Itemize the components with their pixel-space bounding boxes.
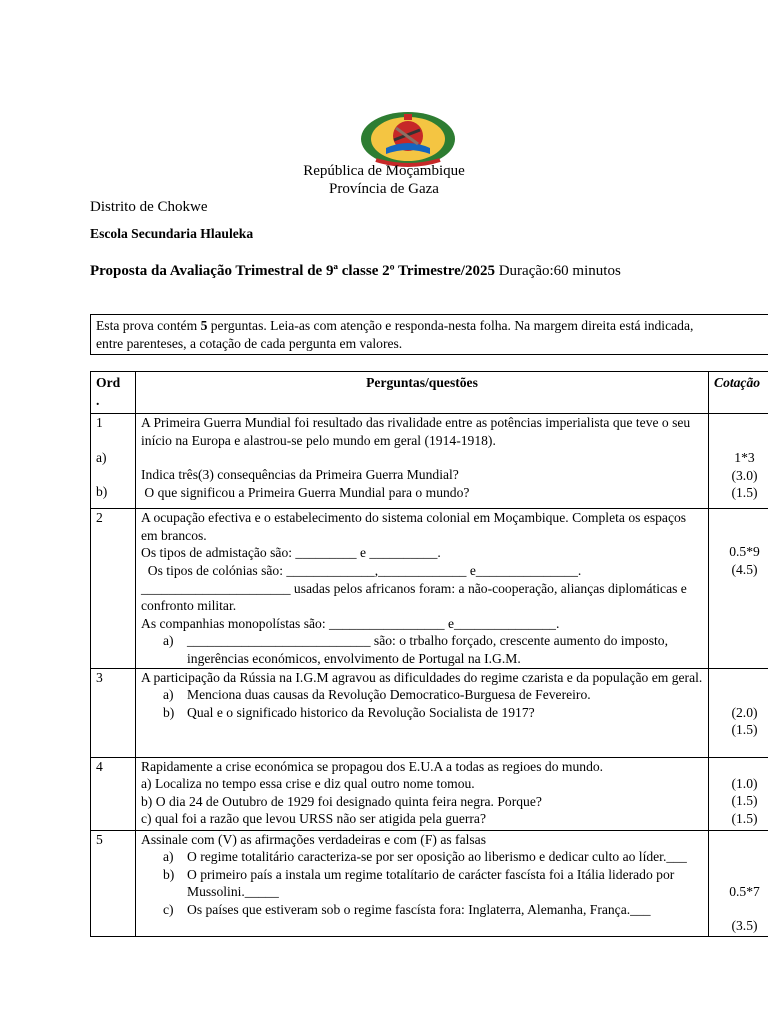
instructions-line-2: entre parenteses, a cotação de cada pergunta em valores. — [96, 335, 403, 351]
q5-question-cell — [136, 830, 709, 936]
q4-number-cell: 4 — [91, 757, 136, 830]
q1-score-a: (3.0) — [731, 467, 758, 483]
table-row — [91, 757, 768, 830]
exam-title — [90, 263, 621, 280]
q3-question-cell — [136, 668, 709, 757]
q2-number-cell: 2 — [91, 509, 136, 668]
q2-line-2: Os tipos de admistação são: _________ e __________. — [141, 545, 441, 561]
q4-item-b: b) O dia 24 de Outubro de 1929 foi designado quinta feira negra. Porque? — [141, 793, 542, 809]
q1-score-b: (1.5) — [731, 485, 758, 501]
q2-line-1: A ocupação efectiva e o estabelecimento do sistema colonial em Moçambique. Completa os espaços em brancos. — [141, 510, 687, 543]
q5-item-b: b) O primeiro país a instala um regime totalítario de carácter fascísta foi a Itália liderado por Mussolini._____ — [163, 866, 675, 900]
q3-number-cell: 3 — [91, 668, 136, 757]
q2-score: (4.5) — [731, 561, 758, 577]
q5-number-cell: 5 — [91, 830, 136, 936]
school-name: Escola Secundaria Hlauleka — [90, 226, 254, 241]
header-questions: Perguntas/questões — [136, 372, 709, 414]
table-row — [91, 830, 768, 936]
q1-number-cell: 1 a) b) — [91, 414, 136, 509]
q2-line-4: ______________________ usadas pelos africanos foram: a não-cooperação, alianças diplomáticas e confronto militar. — [141, 580, 687, 614]
q3-item-a: a) Menciona duas causas da Revolução Democratico-Burguesa de Fevereiro. — [163, 687, 591, 703]
instructions-line-1: Esta prova contém 5 perguntas. Leia-as com atenção e responda-nesta folha. Na margem direita está indicada, — [96, 318, 694, 333]
q5-item-c: c) Os países que estiveram sob o regime fascísta fora: Inglaterra, Alemanha, França.___ — [163, 901, 651, 917]
q2-score-cell — [709, 509, 768, 668]
q1-question-cell — [136, 414, 709, 509]
q4-item-c: c) qual foi a razão que levou URSS não ser atigida pela guerra? — [141, 811, 486, 827]
q4-score-a: (1.0) — [731, 775, 758, 791]
q5-text: Assinale com (V) as afirmações verdadeiras e com (F) as falsas — [141, 831, 486, 847]
q4-text: Rapidamente a crise económica se propagou dos E.U.A a todas as regioes do mundo. — [141, 758, 604, 774]
q1-question-a: Indica três(3) consequências da Primeira Guerra Mundial? — [141, 467, 459, 483]
exam-duration: Duração:60 minutos — [494, 263, 621, 279]
instructions-box — [90, 314, 768, 355]
q2-question-cell — [136, 509, 709, 668]
table-header-row — [91, 372, 768, 414]
q4-question-cell — [136, 757, 709, 830]
q1-score-cell — [709, 414, 768, 509]
q2-line-3: Os tipos de colónias são: _____________,_____________ e_______________. — [141, 562, 582, 578]
country-name: República de Moçambique — [303, 163, 465, 179]
q5-score-cell — [709, 830, 768, 936]
district-name: Distrito de Chokwe — [90, 199, 208, 215]
q4-score-cell — [709, 757, 768, 830]
question-count: 5 — [200, 318, 208, 333]
q5-score: (3.5) — [731, 918, 758, 934]
q2-item-a: a) ___________________________ são: o trbalho forçado, crescente aumento do imposto, ingerências económicos, envolvimento de Portugal na I.G.M. — [163, 633, 668, 666]
q4-score-b: (1.5) — [731, 793, 758, 809]
table-row — [91, 414, 768, 509]
q1-question-b: O que significou a Primeira Guerra Mundial para o mundo? — [141, 484, 470, 500]
q1-text: A Primeira Guerra Mundial foi resultado das rivalidade entre as potências imperialista que teve o seu início na Europa e alastrou-se pelo mundo em geral (1914-1918). — [141, 415, 691, 448]
q3-score-a: (2.0) — [731, 704, 758, 720]
q3-text: A participação da Rússia na I.G.M agravou as dificuldades do regime czarista e da população em geral. — [141, 669, 703, 685]
table-row — [91, 509, 768, 668]
table-row — [91, 668, 768, 757]
q5-item-a: a) O regime totalitário caracteriza-se por ser oposição ao liberismo e dedicar culto ao líder.___ — [163, 849, 687, 865]
q3-score-b: (1.5) — [731, 722, 758, 738]
header-ord: Ord . — [91, 372, 136, 414]
province-name: Província de Gaza — [329, 181, 439, 197]
coat-of-arms-emblem — [356, 108, 460, 168]
q1-score-mult: 1*3 — [734, 450, 755, 466]
q2-line-5: As companhias monopolístas são: _________________ e_______________. — [141, 615, 560, 631]
questions-table — [90, 371, 768, 937]
q2-score-mult: 0.5*9 — [729, 544, 760, 560]
q5-score-mult: 0.5*7 — [729, 883, 760, 899]
q4-score-c: (1.5) — [731, 810, 758, 826]
exam-title-bold: Proposta da Avaliação Trimestral de 9ª classe 2º Trimestre/2025 — [90, 263, 495, 279]
q3-item-b: b) Qual e o significado historico da Revolução Socialista de 1917? — [163, 704, 535, 720]
q4-item-a: a) Localiza no tempo essa crise e diz qual outro nome tomou. — [141, 776, 475, 792]
q3-score-cell — [709, 668, 768, 757]
header-score: Cotação — [709, 372, 768, 414]
